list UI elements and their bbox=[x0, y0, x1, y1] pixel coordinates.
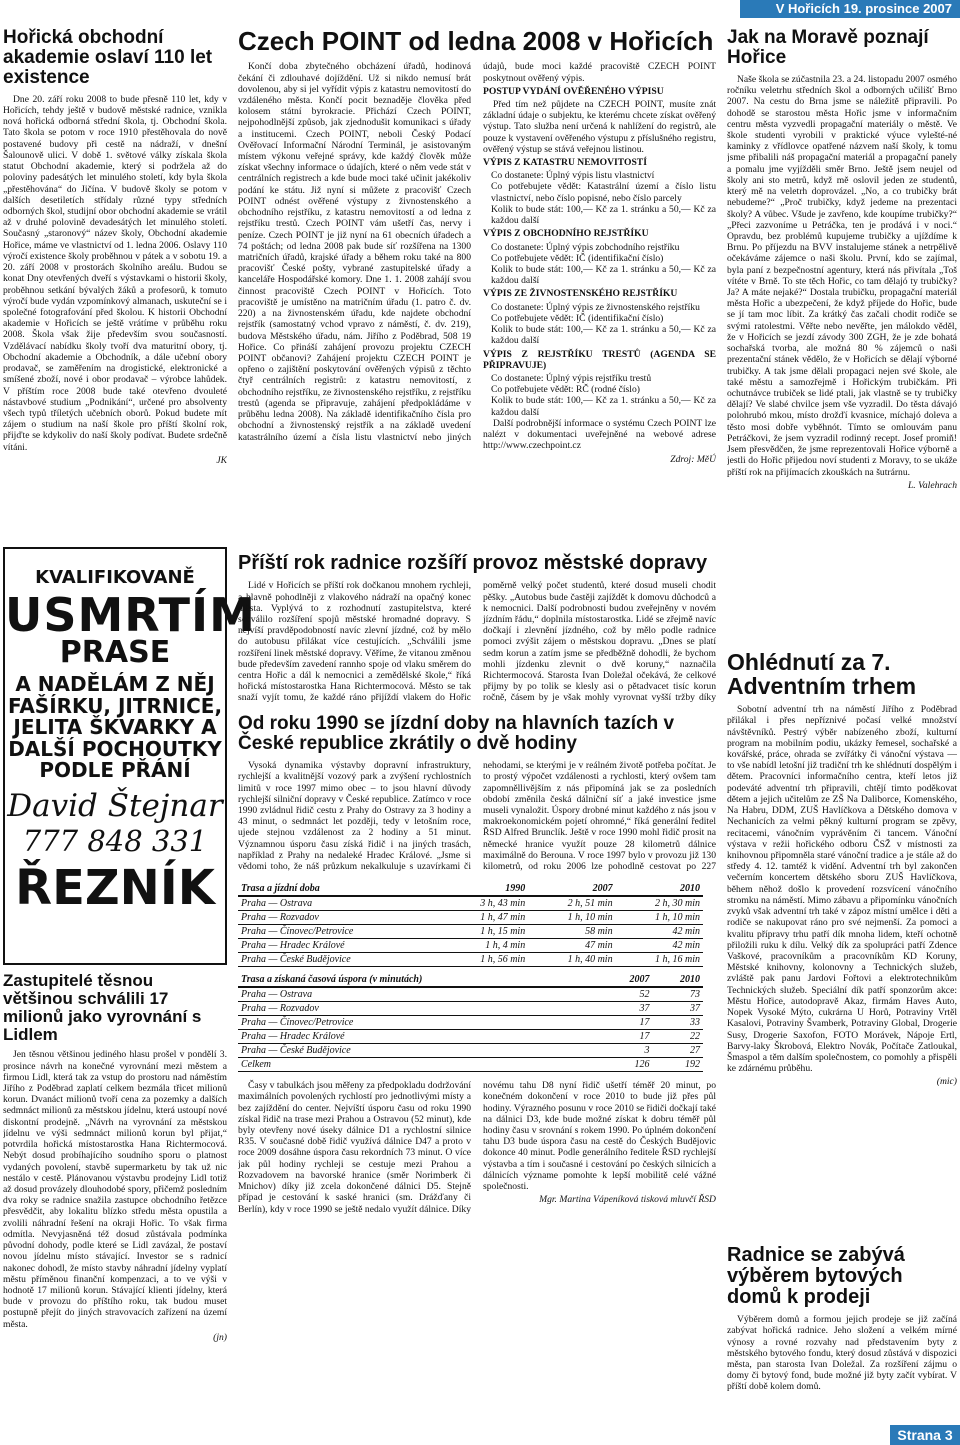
table-row bbox=[238, 939, 703, 953]
ad-trade: ŘEZNÍK bbox=[15, 859, 215, 916]
cell: 17 bbox=[602, 1016, 653, 1030]
ad-line2: USMRTÍM bbox=[5, 588, 256, 642]
cell: Praha — Rozvadov bbox=[238, 1002, 602, 1016]
table-row bbox=[238, 1002, 703, 1016]
article-signature: Mgr. Martina Vápeníková tisková mluvčí ŘSD bbox=[539, 1194, 716, 1206]
list-item: Kolik to bude stát: 100,— Kč za 1. stránku a 50,— Kč za každou další bbox=[491, 395, 716, 418]
article-adventni-trh bbox=[727, 704, 957, 1239]
butcher-advert bbox=[3, 547, 256, 965]
table-row bbox=[238, 1030, 703, 1044]
subheading: POSTUP VYDÁNÍ OVĚŘENÉHO VÝPISU bbox=[483, 85, 664, 97]
headline-morava: Jak na Moravě poznají Hořice bbox=[727, 28, 929, 68]
article-text: Dne 20. září roku 2008 to bude přesně 110 let, kdy v Hořicích, tehdy ještě v budově městské radnice, vznikla nová hořická odborná střední škola, tj. Obchodní škola. Tato škola se potom v roce 1910 přestěhovala do nově postavené budovy při cestě na nádraží, v dnešní Šalounově ulici. V době 1. světové války získala škola statut Obchodní akademie, který si podržela až do poloviny padesátých let minulého století, kdy byla škola „přestěhována“ do Jičína. V budově školy se potom v dalších desetiletích střídaly různé typy středních odborných škol, studijní obor obchodní akademie se vrátil až v druhé polovině devadesátých let minulého století. Současný „staronový“ název školy, Obchodní akademie Hořice, máme ve vlastnictví od 1. ledna 2006. Oslavy 110 výročí existence školy proběhnou v pátek a v sobotu 19. a 20. září 2008 v prostorách školního areálu. Budou se konat Dny otevřených dveří s výstavkami o historii školy, proběhnou setkání bývalých žáků a profesorů, k tomuto výročí bude vydán vzpomínkový almanach, uskuteční se i společné fotografování před školou. K historii Obchodní akademie v Hořicích se ještě vrátíme v průběhu roku 2008. Škola však žije především svou současností. Vzdělávací nabídku školy tvoří dva maturitní obory, tj. Obchodní akademie a Obchodník, a dále učební obory prodavač, se zaměřením na drogistické, elektronické a smíšené zboží, nové i obor prodavač – výrobce lahůdek. V příštím roce 2008 bude také otevřeno dvouleté nástavbové studium „Podnikání“, určené pro absolventy všech typů tříletých učebních oborů. Pokud budete mít zájem o studium na naší škole pro příští školní rok, přijďte se kdykoliv do naší školy podívat. Budete srdečně vítáni. bbox=[3, 93, 227, 453]
list-item: Kolik to bude stát: 100,— Kč za 1. stránku a 50,— Kč za každou další bbox=[491, 324, 716, 347]
article-source: Zdroj: MěÚ bbox=[670, 453, 716, 465]
cell: 1 h, 4 min bbox=[441, 939, 528, 953]
article-text: Výběrem domů a formou jejich prodeje se již začíná zabývat hořická radnice. Jeho složení a velkém mírné výnosy a rovné rozvahy nad představením byty z městského bytového fondu, který dosud zůstává v dispozici města, pan starosta Ivan Doležal. Za rozšíření zájmu o domy či bytový fond, bude možné již byty začít vybírat. V příští době kolem domů. bbox=[727, 1314, 957, 1393]
header-cell: 2007 bbox=[602, 973, 653, 987]
cell: 22 bbox=[652, 1030, 703, 1044]
list-item: Co dostanete: Úplný výpis zobchodního rejstříku bbox=[491, 241, 680, 253]
cell: 2 h, 51 min bbox=[528, 896, 615, 911]
article-text: Další podrobnější informace o systému Czech POINT lze nalézt v dokumentaci uveřejněné na webové adrese http://www.czechpoint.cz bbox=[483, 417, 716, 452]
article-text: Před tím než půjdete na CZECH POINT, musíte znát základní údaje o subjektu, ke kterému chcete získat ověřený výstup. Tato služba není určená k nahlížení do registrů, ale pouze k vystavení ověřeného výstupu z příslušného registru, ověřený výstup se stává veřejnou listinou. bbox=[483, 98, 716, 155]
cell: Celkem bbox=[238, 1058, 602, 1072]
cell: Praha — Hradec Králové bbox=[238, 1030, 602, 1044]
cell: 42 min bbox=[616, 939, 703, 953]
article-signature: (mic) bbox=[936, 1076, 957, 1088]
cell: 1 h, 47 min bbox=[441, 911, 528, 925]
list-item: Co dostanete: Úplný výpis listu vlastnictví bbox=[491, 170, 655, 182]
cell: 33 bbox=[652, 1016, 703, 1030]
table-row bbox=[238, 987, 703, 1002]
cell: Praha — Hradec Králové bbox=[238, 939, 441, 953]
cell: 73 bbox=[652, 987, 703, 1002]
list-item: Co potřebujete vědět: RČ (rodné číslo) bbox=[491, 384, 640, 396]
article-morava bbox=[727, 74, 957, 644]
subheading: VÝPIS Z REJSTŘÍKU TRESTŮ (AGENDA SE PŘIPRAVUJE) bbox=[483, 348, 716, 371]
header-cell: 2010 bbox=[616, 882, 703, 896]
ad-line1: KVALIFIKOVANĚ bbox=[35, 567, 195, 588]
headline-jizdni-doby: Od roku 1990 se jízdní doby na hlavních tazích v České republice zkrátily o dvě hodiny bbox=[238, 713, 675, 755]
header-cell: Trasa a získaná časová úspora (v minutách) bbox=[238, 973, 602, 987]
subheading: VÝPIS ZE ŽIVNOSTENSKÉHO REJSTŘÍKU bbox=[483, 288, 678, 300]
table-row bbox=[238, 925, 703, 939]
ad-line3: PRASE bbox=[59, 635, 171, 670]
article-text: Lidé v Hořicích se příští rok dočkanou mnohem rychleji, a hlavně pohodlněji z vlakového nádraží na opačný konec města. Vyplývá to z rozhodnutí zastupitelstva, které schválilo rozšíření spojů městské hromadné dopravy. S nejvíší pravděpodobností navíc zlevní jízdné, což by mělo do autobusu přilákat více cestujících. „Schválili jsme rozšíření linek městské dopravy. Věříme, že vitanou změnou bude především zavedení rannho spoje od vlaku směrem do centra Hořic a dál k nemocnici a zemědělské škole,“ říká hořická místostarostka Hana Richtermocová. Město se tak snaží vyjít tomu, že každé ráno přijíždí vlakem do Hořic poměrně velký počet studentů, které dosud museli chodit pěšky. „Autobus bude častěji zajíždět k domovu důchodců a k nemocnici. Další podrobnosti budou zveřejněny v novém jízdním řádu,“ doplnila místostarostka. Lidé se zřejmě navíc dočkají i zlevnění jízdného, což by mělo podle radnice pomoci zvýšit zájem o městskou dopravu. „Dnes se platí sedm korun a zatím jsme se předběžně dohodli, že bychom mohli jízdenku zlevnit o dvě koruny,“ naznačila Richtermocová. Starosta Ivan Doležal očekává, že celkové přijmy by po tolik se klesly asi o pětadvacet tisíc korun ročně, čásem by je však mohly vyrovnat vyšší tržby díky bbox=[238, 580, 716, 704]
table-row bbox=[238, 911, 703, 925]
table-row bbox=[238, 1058, 703, 1072]
cell: 42 min bbox=[616, 925, 703, 939]
article-text: Naše škola se zúčastnila 23. a 24. listopadu 2007 osmého ročníku veletrhu středních škol a odborných učilišť Brno 2007. Na cestu do Brna jsme se náležitě připravili. Po dohodě se starostou města Hořic jsme v informačním centru města vyzvedli propagační materiály o městě. Ve škole studenti vyrobili v praktické výuce vylešté-né kaminky z vřídlovce opatřené názvem naší školy, k tomu jsme přibalili náš propagační materiál a propagační panely a pomalu jme vyjížděli směr Brno. Ještě jsem neujel od školy ani sto metrů, když mě oslovil jeden ze studentů, který mě na veletrh doprovázel. „No, a co trubičky brát nebudeme?“ „Proč trubičky, když jedeme na prezentaci školy? A vůbec. Všude je zavřeno, kde koupíme trubičky?“ „Přeci zazvoníme u Petráčka, ten je prodává i v noci.“ Opravdu, bez problémů kupujeme trubičky a ujíždíme k Brnu. Po příjezdu na BVV instalujeme stánek a netrpělivě očekáváme zájemce o naši školu. První, kdo se zajímal, byla paní z bezpečnostní agentury, která nás přivítala „Toš vítéte v Brně. To ste těch Hořic, co tam dělajó ty trubičky? Ja? A máte nejaké?“ Dostala trubičku, propagační materiál města Hořic a ubezpečení, že když příjede do Hořic, bude se jí tam moc líbit. Za krátký čas začali chodit rodiče se svými ratolestmi. Věřte nebo nevěřte, jen málokdo věděl, že v Hořicích se jezdí závody 300 ZGH, že je zde bohatá sochařská tvorba, ale možná 80 % zájemců o naši prezentační stánek vědělo, že v Hořicích se dělají výborné trubičky. A tak jsme dělali propagaci nejen své škole, ale také městu a samozřejmě i Hořickým trubičkám. Při ochutnávce trubiček se lidé ptali, jak vlastně se ty trubičky dělají? Ve slabé chvilce jsem vše vyzradil. Do těsta dávajó polohrubó mkou, místo drožďí kvasnice, míchajó doleva a těsto mosi dobře vyběhnót. Tímto se omlouvám panu Petráčkovi, že jsem vyzradil rodinný recept. Josef promiň! Jsem přesvědčen, že jsme reprezentovali Hořice výborně a jestli do Hořic přijedou noví studenti z Moravy, to se ukáže příští rok na přijímacích zkouškách na šutrárnu. bbox=[727, 73, 957, 478]
running-header bbox=[0, 0, 960, 18]
table-row bbox=[238, 1016, 703, 1030]
header-cell: Trasa a jízdní doba bbox=[238, 882, 441, 896]
article-text: Končí doba zbytečného obcházení úřadů, hodinová čekání či zdlouhavé dojíždění. Už si nikdo nemusí brát dovolenou, aby si jel vyřídit výpis z katastru nemovitostí do vzdáleného města. Končí pocit beznaděje člověka před kolosem státní byrokracie. Přichází Czech POINT, nejpohodlnější způsob, jak zjednodušit komunikaci s úřady a institucemi. Czech POINT, neboli Český Podací Ověřovací Informační Národní Terminál, je asistovaným místem výkonu veřejné správy, kde každý člověk může získat všechny informace o údajích, které o něm vede stát v centrálních registrech a kde bude moci také učinit jakékoliv podání ke státu. Již nyní si můžete z pracovišť Czech POINT odnést ověřené výstupy z živnostenského a obchodního rejstříku, z katastru nemovitostí a od ledna z rejstříku trestů. Czech POINT vám ušetří čas, nervy i peníze. Czech POINT je již nyní na 61 obecních úřadech a 74 poštách; od ledna 2008 pak bude síť rozšířena na 1300 matričních úřadů, krajské úřady a během roku také na 800 pracovišť České pošty, vybrané zastupitelské úřady a kanceláře Hospodářské komory. Dne 1. 1. 2008 zahájí svou činnost pracoviště Czech POINT v Hořicích. Toto pracoviště je umístěno na matričním úřadu (1. patro č. dv. 220) a na živnostenském úřadu, kde najdete obchodní rejstřík (samostatný vchod vpravo z náměstí, č. dv. 219), budova Městského úřadu, nám. Jiřího z Poděbrad, 508 19 Hořice. Co přináší zahájení provozu projektu CZECH POINT občanovi? Zahájení projektu CZECH POINT je opřeno o zajištění poskytování ověřených výpisů z těchto čtyř centrálních registrů: z katastru nemovitostí, z obchodního rejstříku, ze živnostenského rejstříku, z rejstříku trestů (agenda se připravuje, zahájení předpokládáme v průběhu ledna 2008). Na základě identifikačního čísla pro obchodní a živnostenský rejstřík a na základě uvedení katastrálního území a čísla listu vlastnictví nebo jiných údajů, bude moci každé pracoviště CZECH POINT poskytnout ověřený výpis. bbox=[238, 61, 716, 443]
travel-time-table bbox=[238, 882, 703, 967]
ad-line4: A NADĚLÁM Z NĚJ FAŠÍRKU, JITRNICE, JELITA ŠKVARKY A DALŠÍ POCHOUTKY PODLE PŘÁNÍ bbox=[7, 672, 223, 783]
cell: 3 h, 43 min bbox=[441, 896, 528, 911]
column-left-lower bbox=[3, 972, 227, 1422]
cell: Praha — České Budějovice bbox=[238, 953, 441, 967]
cell: 27 bbox=[652, 1044, 703, 1058]
list-item: Co dostanete: Úplný výpis ze živnostenského rejstříku bbox=[491, 301, 700, 313]
cell: 1 h, 10 min bbox=[616, 911, 703, 925]
cell: Praha — Čínovec/Petrovice bbox=[238, 1016, 602, 1030]
list-item: Kolik to bude stát: 100,— Kč za 1. stránku a 50,— Kč za každou další bbox=[491, 203, 716, 227]
article-mhd bbox=[238, 580, 716, 708]
cell: 17 bbox=[602, 1030, 653, 1044]
article-jizdni-doby bbox=[238, 760, 716, 878]
article-lidl bbox=[3, 1049, 227, 1343]
subheading: VÝPIS Z KATASTRU NEMOVITOSTÍ bbox=[483, 157, 647, 169]
cell: 1 h, 10 min bbox=[528, 911, 615, 925]
article-czech-point bbox=[238, 61, 716, 547]
header-cell: 2007 bbox=[528, 882, 615, 896]
cell: 1 h, 40 min bbox=[528, 953, 615, 967]
headline-adventni-trh: Ohlédnutí za 7. Adventním trhem bbox=[727, 648, 917, 700]
article-text: Vysoká dynamika výstavby dopravní infrastruktury, rychlejší a kvalitnější vozový park a zvýšení rychlostních limitů v roce 1997 mimo obec – to jsou hlavní důvody rychlejší silniční dopravy v České republice. Zatímco v roce 1990 zvládnul řidič cestu z Prahy do Ostravy za 3 hodiny a 43 minut, o sedmnáct let později, tedy v letošním roce, ujede stejnou vzdálenost za 2 hodiny a 51 minut. Významnou úsporu času získá řidič i na jiných trasách, například z Prahy na nedaleké Hradec Králové. „Jsme si vědomi toho, že náš průzkum nekalkuluje s uzavírkami či nehodami, se kterými je v reálném životě potřeba počítat. Je to prostý výpočet vzdálenosti a rychlosti, který ovšem tam zapomněllivějším z nás připomíná jak se za posledních období změnila česká dálniční síť a jaké investice jsme museli vynaložit. Úspory drobné minut každého z nás jsou v makroekonomickém pojetí ohromné,“ říká generální ředitel ŘSD Alfred Brunclík. Ještě v roce 1990 mohl řidič prosit na německé hranice využít pouze 28 kilometrů dálnice maximálně do Berouna. V roce 1997 bylo v provozu již 130 kilometrů, od roku 2006 lze pohodlně cestovat po 227 bbox=[238, 760, 716, 873]
article-obchodni-akademie bbox=[3, 94, 227, 466]
list-item: Co dostanete: Úplný výpis rejstříku trestů bbox=[491, 372, 652, 384]
article-text: Časy v tabulkách jsou měřeny za předpokladu dodržování maximálních povolených rychlostí pro jednotlivými místy a bez zajíždění do center. Nejvíští úsporu času od roku 1990 získal řidič na trase mezi Prahou a Ostravou (52 minut), kde byly otevřeny nové úseky dálnice D1 a rychlostní silnice R35. V současné době řidič využívá dálnice D47 a proto v roce 2009 dosáhne úspora času rekordních 73 minut. O více jak půl hodiny rychleji se cestuje mezi Prahou a Rozvadovem na bavorské hranice (směr Norimberk či Mnichov) díky již zcela dokončené dálnici D5. Stejně případ je cestování k saské hranici (sm. Drážďany či Berlín), kdy v roce 1990 se ještě nedalo využít dálnice. Díky novému tahu D8 nyní řidič ušetří téměř 20 minut, po konečném dokončení v roce 2010 to bude již přes půl hodiny. Výrazného posunu v roce 2010 se řidiči dočkají také na dálnici D3, kde bude možné získat k dobru téměř půl hodiny času v srovnání s rokem 1990. Po úplném dokončení tahu D3 bude úspora času na cestě do Českých Budějovic dokonce 40 minut. Podle generálního ředitele ŘSD rychlejší výstavba a tím i současné i cestování po českých silnicích a dálnicích význame pomohte k lepší mobilitě celé vážné společnosti. bbox=[238, 1080, 716, 1215]
cell: 3 bbox=[602, 1044, 653, 1058]
cell: Praha — České Budějovice bbox=[238, 1044, 602, 1058]
list-item: Co potřebujete vědět: Katastrální území a číslo listu vlastnictví, nebo číslo popisné, nebo číslo parcely bbox=[491, 181, 716, 204]
article-signature: (jn) bbox=[213, 1331, 227, 1343]
list-item: Co potřebujete vědět: IČ (identifikační číslo) bbox=[491, 312, 664, 324]
cell: Praha — Ostrava bbox=[238, 987, 602, 1002]
ad-phone: 777 848 331 bbox=[22, 823, 208, 858]
cell: 126 bbox=[602, 1058, 653, 1072]
cell: Praha — Ostrava bbox=[238, 896, 441, 911]
cell: 1 h, 56 min bbox=[441, 953, 528, 967]
headline-bytove-domy: Radnice se zabývá výběrem bytových domů k prodeji bbox=[727, 1244, 905, 1309]
ad-name: David Štejnar bbox=[7, 787, 223, 824]
article-signature: L. Valehrach bbox=[907, 479, 957, 491]
running-title: V Hořicích 19. prosince 2007 bbox=[775, 1, 952, 16]
list-item: Co potřebujete vědět: IČ (identifikační číslo) bbox=[491, 252, 664, 264]
table-header-row bbox=[238, 973, 703, 987]
cell: Praha — Rozvadov bbox=[238, 911, 441, 925]
table-row bbox=[238, 953, 703, 967]
page-number: Strana 3 bbox=[890, 1425, 960, 1445]
headline-czech-point: Czech POINT od ledna 2008 v Hořicích bbox=[238, 28, 714, 56]
headline-lidl: Zastupitelé těsnou většinou schválili 17 milionů jako vyrovnání s Lidlem bbox=[3, 972, 202, 1044]
cell: 52 bbox=[602, 987, 653, 1002]
table-row bbox=[238, 896, 703, 911]
headline-obchodni-akademie: Hořická obchodní akademie oslaví 110 let existence bbox=[3, 28, 213, 88]
article-jizdni-doby-cont bbox=[238, 1080, 716, 1230]
cell: 1 h, 15 min bbox=[441, 925, 528, 939]
header-cell: 1990 bbox=[441, 882, 528, 896]
article-signature: JK bbox=[216, 454, 227, 466]
article-bytove-domy bbox=[727, 1314, 957, 1428]
column-center bbox=[238, 28, 716, 1428]
column-right bbox=[727, 28, 957, 1428]
headline-mhd: Příští rok radnice rozšíří provoz městské dopravy bbox=[238, 552, 708, 575]
cell: 1 h, 16 min bbox=[616, 953, 703, 967]
cell: 37 bbox=[652, 1002, 703, 1016]
article-text: Sobotní adventní trh na náměstí Jiřího z Poděbrad přilákal i přes nepříznivé počasí velké množství návštěvníků. Pestrý výběr nabízeného zboží, kulturní program na mobilním podiu, ukázky řemesel, sochařské a kovářské, práce, ohrada se zvířátky či vánoční výstava — to vše nabídl letošní již tradiční trh ke shlédnutí dospělým i dětem. Pracovníci informačního centra, kteří letos již podeváté adventní trh připravili, chtějí timto poděkovat dětem a jejich učitelům ze ZŠ Na Daliborce, Komenského, Na Habru, DDM, ZUŠ Havlíčkova a Dětského domova v Nechanicích za velmi pěkný kulturní program se zpěvy, recitacemi, vánočním vyprávěním či tancem. Vánoční výstava v režii hořického odboru ČSŽ v místnosti za knihovnou připomněla staré vánoční tradice a je stále až do středy 4. 12. tamtéž k vidění. Adventní trh byl zakončen večerním koncertem dětského sboru ZUŠ Havlíčkova, během něhož došlo k provedení rozsvícení vánočního stromku na náměstí. Mimo zábavu a připomínku vánočních zvyků však adventní trh také v zápoz místní umělce i děti a rodiče se nakupovat ráno pro své nejmenší. Za pomoci a kvalitu přípravy trhu patří dík mnoha lidem, kteří ochotně přiložili ruku k dílu. Velký dík za spolupráci patří Zdence Vaškové, pracovníkům a pracovníkům KD Koruny, Městské knihovny, kolonovny a Technických služeb, zvláště pak panu Jardovi Fořtovi a elektrotechnikům Technických služeb. Speciální dík patří sponzorům akce: Městu Hořice, autodopravě Akaz, firmám Haves Auto, Nopek Vysoké Mýto, cukrárna U Horů, Potraviny Vrtěl Kasalovi, Potraviny Švamberk, Potraviny Global, Drogerie Susy, Drogerie Saxofon, FOTO Morávek, Nápoje Ertl, Barvy-laky Škrobová, Elektro Novák, Počítače Zatloukal, Šmaspol a těm dalším společnostem, co pomohly a přispěli ke zdárnému průběhu. bbox=[727, 704, 957, 1075]
time-savings-table bbox=[238, 973, 703, 1072]
article-text: Jen těsnou většinou jediného hlasu prošel v pondělí 3. prosince návrh na konečné vyrovnání mezi městem a firmou Lidl, která tak za vstup do prostoru nad náměstím Jiřího z Poděbrad zaplatí celkem bezmála třicet milionů korun. Dvanáct milionů tvoří cena za pozemky a dalších sedmnáct milionů za městskou jídelnu, která ustoupí nové diskontní prodejně. „Návrh na vyrovnání za městskou jídelnu ve výši sedmnáct milionů korun byl přijat,“ potvrdila hořická místostarostka Hana Richtermocová. Nebýt dosud probíhajícího soudního sporu o platnost vydaných povolení, stavbě supermarketu by tak už nic nestálo v cestě. Plánovanou výstavbu prodejny Lidl totiž až dosud provázely dlouhodobé spory, přičemž posledním dva roky se radnice snažila zastupce obchodního řetězce přesvědčit, aby lokalitu blízko středu města opustila a zvolili náhradní řešení na okraji Hořic. To však firma odmítla. Nevyjasněná též dosud zůstávala podmínka původní dohody, podle které se Lidl zavázal, že postaví novou jídelnu místo stávající. Investor se s radnicí nakonec dohodl, že místo stavby náhradní jídelny vyplatí městu příměnou finanční kompenzaci, a to ve výši v hodnotě 17 milionů korun. Stávající klienti jídelny, která bude v provozu do příštího roku, tak budou muset postupně přejít do jiných stravovacích zařízení na území města. bbox=[3, 1049, 227, 1330]
table-header-row bbox=[238, 882, 703, 896]
table-row bbox=[238, 1044, 703, 1058]
cell: 192 bbox=[652, 1058, 703, 1072]
list-item: Kolik to bude stát: 100,— Kč za 1. stránku a 50,— Kč za každou další bbox=[491, 264, 716, 287]
cell: 47 min bbox=[528, 939, 615, 953]
header-cell: 2010 bbox=[652, 973, 703, 987]
cell: 58 min bbox=[528, 925, 615, 939]
subheading: VÝPIS Z OBCHODNÍHO REJSTŘÍKU bbox=[483, 228, 649, 240]
cell: 2 h, 30 min bbox=[616, 896, 703, 911]
cell: Praha — Čínovec/Petrovice bbox=[238, 925, 441, 939]
cell: 37 bbox=[602, 1002, 653, 1016]
